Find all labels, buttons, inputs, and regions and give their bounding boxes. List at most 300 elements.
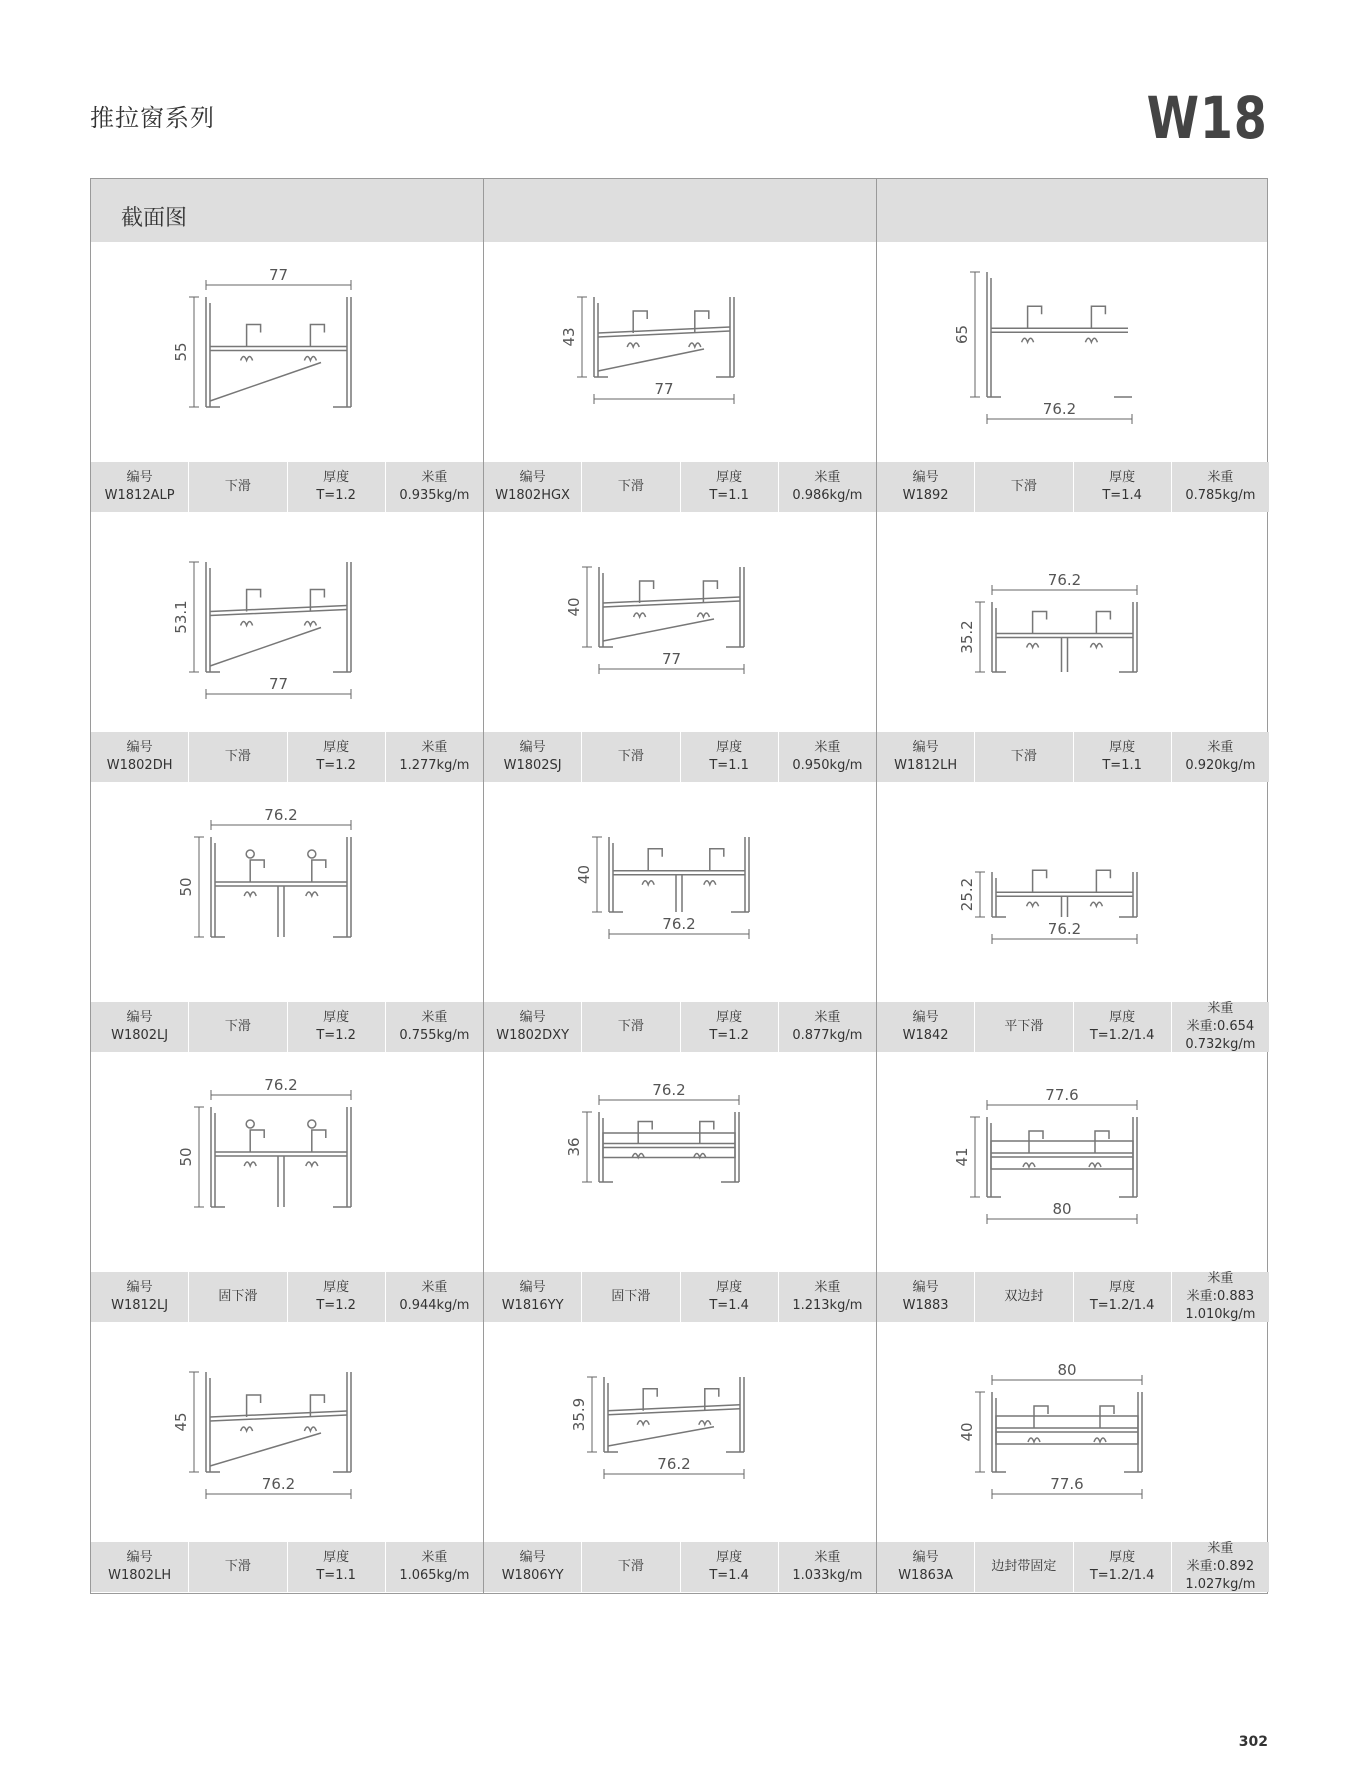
code-column <box>484 732 581 782</box>
spec-row <box>91 462 483 512</box>
profile-outline <box>599 1112 739 1182</box>
svg-text:50: 50 <box>177 877 195 897</box>
weight-value: 0.950kg/m <box>792 758 863 773</box>
thickness-column <box>1073 1272 1171 1322</box>
code-label: 编号 <box>912 1010 939 1025</box>
svg-text:77: 77 <box>654 380 674 398</box>
weight-column <box>385 1002 483 1052</box>
profile-cell <box>877 512 1269 782</box>
section-svg <box>91 242 483 462</box>
code-column <box>91 732 188 782</box>
thickness-value: T=1.2 <box>316 758 356 773</box>
thickness-label: 厚度 <box>716 1010 743 1025</box>
profile-name: 平下滑 <box>1004 1019 1044 1034</box>
svg-text:76.2: 76.2 <box>662 915 696 933</box>
section-drawing <box>877 242 1269 462</box>
width-dimension <box>594 380 734 404</box>
thickness-value: T=1.2 <box>316 1028 356 1043</box>
profile-name: 固下滑 <box>218 1289 258 1304</box>
profile-code: W1806YY <box>501 1568 564 1583</box>
svg-text:76.2: 76.2 <box>261 1475 296 1493</box>
spec-row <box>484 732 876 782</box>
thickness-column <box>287 462 385 512</box>
thickness-value: T=1.2 <box>316 1298 356 1313</box>
svg-text:76.2: 76.2 <box>264 1076 298 1094</box>
section-drawing <box>484 512 876 732</box>
weight-label: 米重 <box>1207 740 1234 755</box>
weight-label: 米重 <box>1207 1541 1234 1556</box>
height-dimension <box>177 837 204 937</box>
thickness-label: 厚度 <box>716 1280 743 1295</box>
section-drawing <box>877 512 1269 732</box>
page-number: 302 <box>1238 1734 1268 1750</box>
weight-column <box>385 1272 483 1322</box>
name-column <box>581 1272 679 1322</box>
svg-text:45: 45 <box>172 1412 190 1432</box>
section-svg <box>877 512 1269 732</box>
svg-text:77.6: 77.6 <box>1045 1086 1079 1104</box>
thickness-value: T=1.2 <box>316 488 356 503</box>
svg-text:76.2: 76.2 <box>652 1081 686 1099</box>
profile-outline <box>599 567 744 647</box>
weight-value: 1.033kg/m <box>792 1568 863 1583</box>
weight-column <box>778 1542 876 1592</box>
profile-cell <box>877 1052 1269 1322</box>
width-dimension <box>992 920 1137 944</box>
section-svg <box>484 1322 876 1542</box>
name-column <box>188 462 286 512</box>
spec-row <box>484 1542 876 1592</box>
profile-outline <box>987 272 1132 397</box>
thickness-label: 厚度 <box>1109 1010 1136 1025</box>
width-dimension <box>206 675 351 699</box>
weight-value: 0.877kg/m <box>792 1028 863 1043</box>
code-label: 编号 <box>519 1010 546 1025</box>
spec-row <box>484 462 876 512</box>
profile-outline <box>206 562 351 672</box>
thickness-value: T=1.1 <box>1102 758 1142 773</box>
profile-name: 下滑 <box>617 1019 644 1034</box>
profile-cell <box>484 242 876 512</box>
weight-label: 米重 <box>814 1550 841 1565</box>
weight-column <box>1171 1002 1269 1052</box>
spec-row <box>91 1542 483 1592</box>
profile-name: 下滑 <box>617 1559 644 1574</box>
svg-text:36: 36 <box>565 1137 583 1157</box>
section-drawing <box>484 1322 876 1542</box>
weight-label: 米重 <box>814 1280 841 1295</box>
section-svg <box>877 1322 1269 1542</box>
profile-code: W1812ALP <box>104 488 175 503</box>
width-dimension <box>987 400 1132 424</box>
height-dimension <box>560 297 587 377</box>
thickness-value: T=1.4 <box>1102 488 1142 503</box>
thickness-label: 厚度 <box>1109 1550 1136 1565</box>
code-label: 编号 <box>126 1010 153 1025</box>
profile-cell <box>484 512 876 782</box>
profile-cell <box>91 1052 483 1322</box>
weight-label: 米重 <box>1207 1271 1234 1286</box>
thickness-value: T=1.4 <box>709 1298 749 1313</box>
profile-name: 固下滑 <box>611 1289 651 1304</box>
svg-text:43: 43 <box>560 327 578 347</box>
spec-row <box>91 1272 483 1322</box>
weight-value: 0.920kg/m <box>1185 758 1256 773</box>
svg-text:76.2: 76.2 <box>1047 571 1082 589</box>
model-code: W18 <box>1146 84 1268 152</box>
width-dimension <box>599 1081 739 1105</box>
thickness-label: 厚度 <box>323 1280 350 1295</box>
svg-text:65: 65 <box>953 324 971 345</box>
profile-outline <box>211 837 351 937</box>
spec-row <box>877 1002 1269 1052</box>
thickness-label: 厚度 <box>716 740 743 755</box>
section-drawing <box>877 1052 1269 1272</box>
height-dimension <box>958 872 985 917</box>
spec-row <box>91 1002 483 1052</box>
section-svg <box>484 242 876 462</box>
thickness-label: 厚度 <box>1109 470 1136 485</box>
weight-value: 米重:0.654 <box>1186 1019 1255 1034</box>
name-column <box>974 1002 1072 1052</box>
code-label: 编号 <box>126 740 153 755</box>
height-dimension <box>570 1377 597 1452</box>
code-column <box>877 1272 974 1322</box>
thickness-label: 厚度 <box>1109 740 1136 755</box>
weight-column <box>385 462 483 512</box>
weight-column <box>385 1542 483 1592</box>
weight-value-alt: 1.010kg/m <box>1185 1307 1256 1322</box>
width-dimension <box>992 571 1137 595</box>
height-dimension <box>172 297 199 407</box>
name-column <box>188 1002 286 1052</box>
code-column <box>877 1002 974 1052</box>
height-dimension <box>177 1107 204 1207</box>
width-dimension <box>609 915 749 939</box>
profile-name: 下滑 <box>224 479 251 494</box>
section-svg <box>877 782 1269 1002</box>
weight-column <box>385 732 483 782</box>
thickness-value: T=1.1 <box>709 758 749 773</box>
weight-label: 米重 <box>814 1010 841 1025</box>
svg-text:35.2: 35.2 <box>958 620 976 654</box>
profile-code: W1812LJ <box>111 1298 169 1313</box>
thickness-column <box>680 462 778 512</box>
profile-name: 下滑 <box>224 1019 251 1034</box>
name-column <box>974 462 1072 512</box>
svg-text:40: 40 <box>575 864 593 885</box>
weight-value: 0.935kg/m <box>399 488 470 503</box>
svg-text:40: 40 <box>958 1422 976 1442</box>
profile-code: W1816YY <box>501 1298 564 1313</box>
thickness-value: T=1.2/1.4 <box>1089 1568 1155 1583</box>
svg-text:80: 80 <box>1052 1200 1072 1218</box>
weight-value: 1.213kg/m <box>792 1298 863 1313</box>
section-drawing <box>484 242 876 462</box>
profile-cell <box>877 782 1269 1052</box>
name-column <box>581 1002 679 1052</box>
svg-text:77.6: 77.6 <box>1050 1475 1084 1493</box>
profile-outline <box>206 297 351 407</box>
profile-cell <box>91 512 483 782</box>
width-dimension-secondary <box>987 1200 1137 1224</box>
profile-outline <box>211 1107 351 1207</box>
code-column <box>484 1002 581 1052</box>
profile-outline <box>987 1117 1137 1197</box>
weight-column <box>1171 1272 1269 1322</box>
weight-column <box>1171 732 1269 782</box>
thickness-column <box>287 1002 385 1052</box>
weight-label: 米重 <box>421 470 448 485</box>
svg-text:25.2: 25.2 <box>958 877 976 912</box>
code-column <box>91 1002 188 1052</box>
svg-text:77: 77 <box>661 650 682 668</box>
code-label: 编号 <box>912 1550 939 1565</box>
spec-row <box>91 732 483 782</box>
thickness-column <box>680 1002 778 1052</box>
svg-text:77: 77 <box>268 266 289 284</box>
table-header-row <box>91 179 1267 242</box>
thickness-column <box>1073 732 1171 782</box>
weight-label: 米重 <box>1207 1001 1234 1016</box>
thickness-column <box>680 1542 778 1592</box>
weight-value: 米重:0.883 <box>1186 1289 1255 1304</box>
svg-text:76.2: 76.2 <box>1042 400 1077 418</box>
code-column <box>91 1272 188 1322</box>
code-column <box>91 462 188 512</box>
weight-column <box>1171 462 1269 512</box>
profile-outline <box>206 1372 351 1472</box>
height-dimension <box>575 837 602 912</box>
section-svg <box>91 1052 483 1272</box>
profile-cell <box>877 242 1269 512</box>
name-column <box>188 1542 286 1592</box>
code-column <box>91 1542 188 1592</box>
thickness-value: T=1.1 <box>709 488 749 503</box>
code-column <box>484 1542 581 1592</box>
thickness-label: 厚度 <box>323 740 350 755</box>
thickness-value: T=1.2 <box>709 1028 749 1043</box>
height-dimension <box>172 562 199 672</box>
code-label: 编号 <box>126 1550 153 1565</box>
width-dimension <box>992 1361 1142 1385</box>
code-label: 编号 <box>519 470 546 485</box>
thickness-label: 厚度 <box>716 470 743 485</box>
weight-label: 米重 <box>421 1010 448 1025</box>
thickness-label: 厚度 <box>716 1550 743 1565</box>
section-drawing <box>91 782 483 1002</box>
svg-text:53.1: 53.1 <box>172 600 190 634</box>
profile-name: 下滑 <box>1010 479 1037 494</box>
section-svg <box>484 1052 876 1272</box>
profile-cell <box>484 1052 876 1322</box>
section-drawing <box>91 512 483 732</box>
section-svg <box>877 242 1269 462</box>
weight-column <box>1171 1542 1269 1592</box>
spec-row <box>484 1002 876 1052</box>
height-dimension <box>565 1112 592 1182</box>
name-column <box>974 732 1072 782</box>
name-column <box>188 1272 286 1322</box>
spec-row <box>877 1542 1269 1592</box>
profile-outline <box>604 1377 744 1452</box>
profile-code: W1802HGX <box>495 488 570 503</box>
width-dimension <box>206 1475 351 1499</box>
thickness-column <box>287 1272 385 1322</box>
section-drawing <box>91 1052 483 1272</box>
width-dimension <box>206 266 351 290</box>
profile-code: W1802DH <box>106 758 173 773</box>
weight-column <box>778 1272 876 1322</box>
name-column <box>974 1542 1072 1592</box>
svg-text:40: 40 <box>565 597 583 617</box>
height-dimension <box>172 1372 199 1472</box>
profile-code: W1892 <box>902 488 949 503</box>
thickness-column <box>287 732 385 782</box>
section-svg <box>91 782 483 1002</box>
weight-value: 米重:0.892 <box>1186 1559 1255 1574</box>
profile-code: W1842 <box>902 1028 949 1043</box>
svg-text:76.2: 76.2 <box>1047 920 1082 938</box>
weight-label: 米重 <box>421 1280 448 1295</box>
profile-cell <box>877 1322 1269 1592</box>
thickness-column <box>680 1272 778 1322</box>
section-label: 截面图 <box>121 206 188 231</box>
weight-value-alt: 0.732kg/m <box>1185 1037 1256 1052</box>
code-label: 编号 <box>912 1280 939 1295</box>
svg-text:35.9: 35.9 <box>570 1397 588 1432</box>
thickness-label: 厚度 <box>1109 1280 1136 1295</box>
code-column <box>877 732 974 782</box>
profile-name: 下滑 <box>617 749 644 764</box>
series-title: 推拉窗系列 <box>90 104 215 132</box>
height-dimension <box>958 602 985 672</box>
profile-catalog-table <box>90 178 1268 1594</box>
svg-text:77: 77 <box>268 675 289 693</box>
thickness-label: 厚度 <box>323 1550 350 1565</box>
profile-cell <box>91 242 483 512</box>
thickness-label: 厚度 <box>323 470 350 485</box>
weight-value: 0.755kg/m <box>399 1028 470 1043</box>
thickness-column <box>1073 1002 1171 1052</box>
thickness-label: 厚度 <box>323 1010 350 1025</box>
weight-label: 米重 <box>814 470 841 485</box>
profile-code: W1863A <box>898 1568 954 1583</box>
thickness-value: T=1.2/1.4 <box>1089 1298 1155 1313</box>
section-drawing <box>91 242 483 462</box>
profile-cell <box>91 782 483 1052</box>
width-dimension <box>599 650 744 674</box>
profile-cell <box>484 1322 876 1592</box>
svg-text:76.2: 76.2 <box>657 1455 691 1473</box>
name-column <box>974 1272 1072 1322</box>
weight-value: 0.944kg/m <box>399 1298 470 1313</box>
section-drawing <box>877 1322 1269 1542</box>
weight-value-alt: 1.027kg/m <box>1185 1577 1256 1592</box>
profile-name: 下滑 <box>224 1559 251 1574</box>
thickness-column <box>680 732 778 782</box>
weight-value: 0.986kg/m <box>792 488 863 503</box>
spec-row <box>877 732 1269 782</box>
width-dimension <box>211 806 351 830</box>
section-svg <box>484 512 876 732</box>
weight-value: 1.277kg/m <box>399 758 470 773</box>
name-column <box>581 732 679 782</box>
code-label: 编号 <box>519 740 546 755</box>
thickness-column <box>1073 1542 1171 1592</box>
profile-outline <box>992 602 1137 672</box>
weight-label: 米重 <box>814 740 841 755</box>
svg-text:50: 50 <box>177 1147 195 1167</box>
profile-name: 边封带固定 <box>991 1559 1057 1574</box>
weight-label: 米重 <box>1207 470 1234 485</box>
profile-outline <box>992 1392 1142 1472</box>
height-dimension <box>953 1117 980 1197</box>
section-drawing <box>484 782 876 1002</box>
code-label: 编号 <box>126 1280 153 1295</box>
profile-name: 下滑 <box>224 749 251 764</box>
profile-code: W1802LH <box>108 1568 172 1583</box>
profile-name: 下滑 <box>617 479 644 494</box>
code-label: 编号 <box>912 470 939 485</box>
profile-cell <box>91 1322 483 1592</box>
profile-code: W1883 <box>902 1298 949 1313</box>
thickness-value: T=1.4 <box>709 1568 749 1583</box>
height-dimension <box>953 272 980 397</box>
profile-outline <box>594 297 734 377</box>
section-drawing <box>877 782 1269 1002</box>
name-column <box>581 1542 679 1592</box>
profile-code: W1802LJ <box>111 1028 169 1043</box>
width-dimension <box>987 1086 1137 1110</box>
weight-value: 1.065kg/m <box>399 1568 470 1583</box>
code-label: 编号 <box>912 740 939 755</box>
width-dimension <box>604 1455 744 1479</box>
profile-name: 双边封 <box>1004 1289 1044 1304</box>
profile-code: W1802SJ <box>503 758 562 773</box>
weight-column <box>778 732 876 782</box>
spec-row <box>484 1272 876 1322</box>
spec-row <box>877 462 1269 512</box>
code-label: 编号 <box>519 1280 546 1295</box>
thickness-value: T=1.1 <box>316 1568 356 1583</box>
weight-label: 米重 <box>421 1550 448 1565</box>
section-svg <box>91 1322 483 1542</box>
profile-code: W1802DXY <box>496 1028 570 1043</box>
svg-text:80: 80 <box>1057 1361 1077 1379</box>
profile-name: 下滑 <box>1010 749 1037 764</box>
thickness-column <box>1073 462 1171 512</box>
height-dimension <box>958 1392 985 1472</box>
name-column <box>581 462 679 512</box>
svg-text:41: 41 <box>953 1147 971 1167</box>
thickness-value: T=1.2/1.4 <box>1089 1028 1155 1043</box>
width-dimension <box>211 1076 351 1100</box>
profile-outline <box>992 870 1137 917</box>
weight-column <box>778 462 876 512</box>
code-column <box>877 462 974 512</box>
weight-label: 米重 <box>421 740 448 755</box>
code-column <box>877 1542 974 1592</box>
section-drawing <box>484 1052 876 1272</box>
weight-value: 0.785kg/m <box>1185 488 1256 503</box>
spec-row <box>877 1272 1269 1322</box>
code-column <box>484 462 581 512</box>
weight-column <box>778 1002 876 1052</box>
svg-text:55: 55 <box>172 342 190 362</box>
height-dimension <box>565 567 592 647</box>
profile-cell <box>484 782 876 1052</box>
